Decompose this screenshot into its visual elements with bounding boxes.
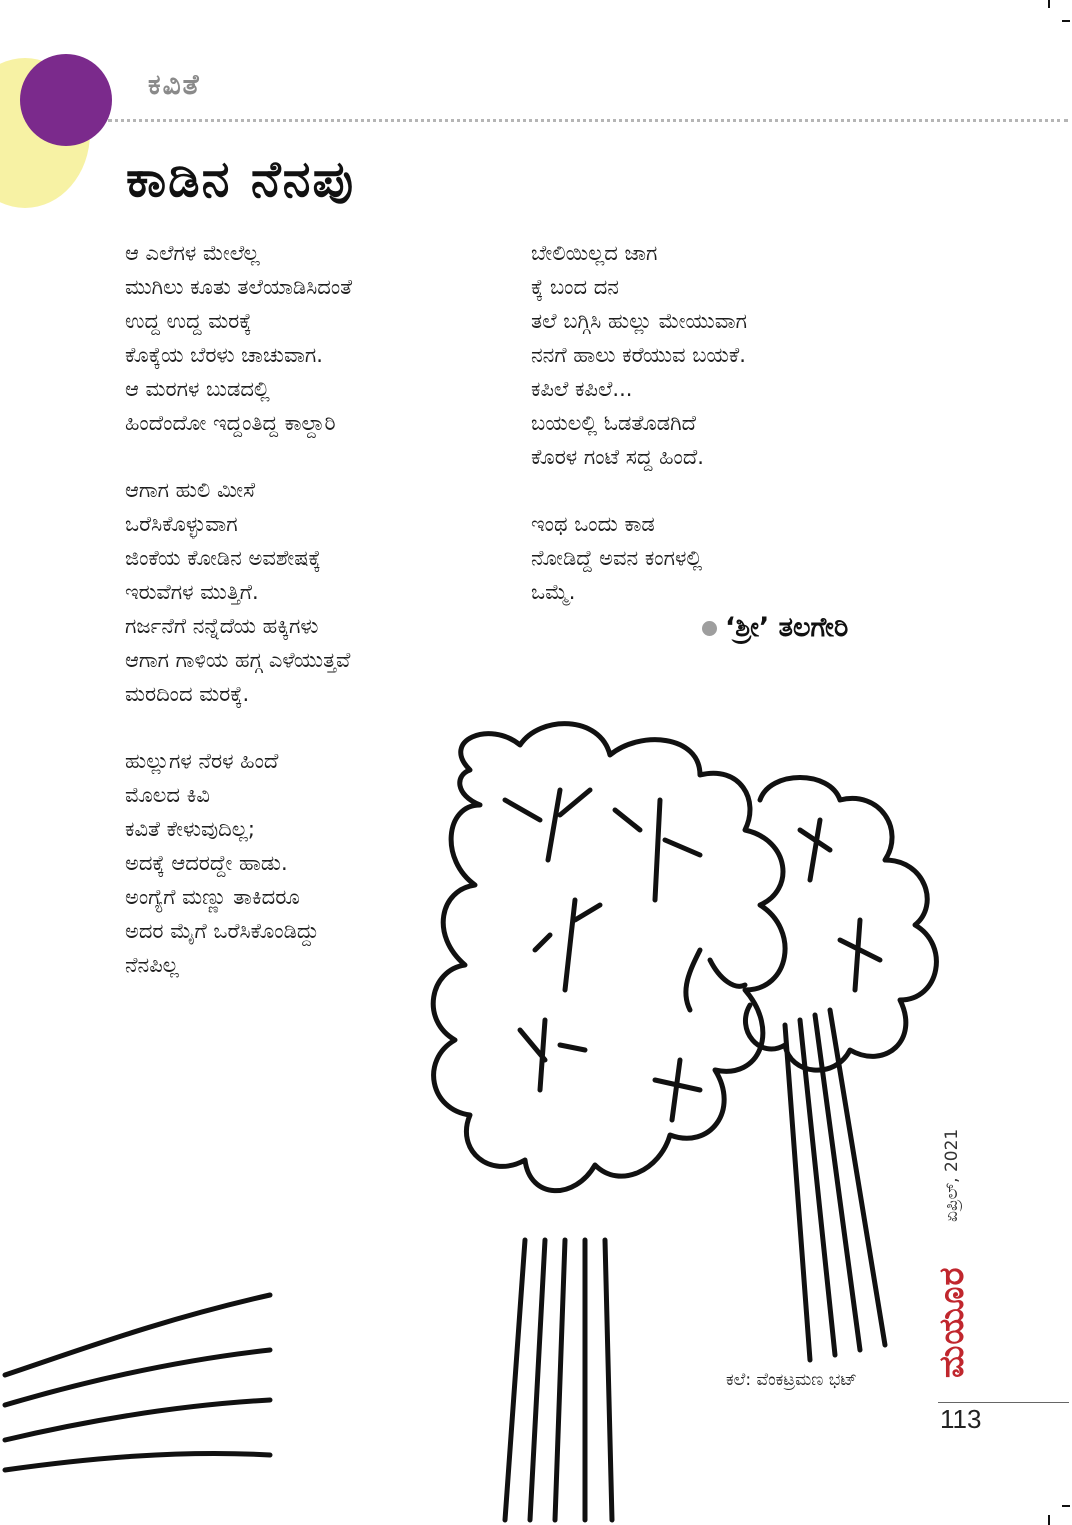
magazine-date: ಏಪ್ರಿಲ್, 2021	[942, 1128, 962, 1222]
author-byline	[702, 612, 848, 644]
illustration-credit: ಕಲೆ: ವೆಂಕಟ್ರಮಣ ಭಟ್	[726, 1370, 857, 1390]
leaf-shape	[615, 800, 700, 900]
poem-line: ಅದಕ್ಕೆ ಆದರದ್ದೇ ಹಾಡು.	[125, 851, 288, 875]
poem-line: ಹಿಂದೆಂದೋ ಇದ್ದಂತಿದ್ದ ಕಾಲ್ದಾರಿ	[125, 411, 336, 435]
leaf-shape	[655, 1060, 700, 1120]
poem-line: ಇಂಥ ಒಂದು ಕಾಡ	[531, 512, 655, 536]
poem-line: ನೆನಪಿಲ್ಲ	[125, 953, 179, 977]
poem-line: ಹುಲ್ಲುಗಳ ನೆರಳ ಹಿಂದೆ	[125, 749, 279, 773]
poem-line: ಕೊರಳ ಗಂಟೆ ಸದ್ದ ಹಿಂದೆ.	[531, 445, 704, 469]
poem-line: ಆಗಾಗ ಗಾಳಿಯ ಹಗ್ಗ ಎಳೆಯುತ್ತವೆ	[125, 648, 351, 672]
dotted-divider	[108, 119, 1068, 122]
poem-line: ಗರ್ಜನೆಗೆ ನನ್ನೆದೆಯ ಹಕ್ಕಿಗಳು	[125, 614, 319, 638]
section-label: ಕವಿತೆ	[148, 68, 201, 101]
poem-line: ಒಮ್ಮೆ.	[531, 580, 576, 604]
stanza	[531, 507, 931, 609]
leaf-shape	[520, 1020, 585, 1090]
page-number-rule	[938, 1402, 1069, 1403]
leaf-shape	[535, 900, 600, 990]
leaf-shape	[800, 820, 830, 880]
poem-line: ಕವಿತೆ ಕೇಳುವುದಿಲ್ಲ;	[125, 817, 255, 841]
tree-trunk	[505, 1240, 612, 1520]
poem-line: ಇರುವೆಗಳ ಮುತ್ತಿಗೆ.	[125, 580, 259, 604]
magazine-logo: ಮಯೂರ	[932, 1266, 972, 1378]
poem-column-right	[531, 236, 931, 642]
poem-line: ಆಗಾಗ ಹುಲಿ ಮೀಸೆ	[125, 478, 256, 502]
poem-line: ಅಂಗ್ಯೆಗೆ ಮಣ್ಣು ತಾಕಿದರೂ	[125, 885, 300, 909]
leaf-shape	[686, 950, 745, 1010]
tree-canopy	[745, 778, 936, 1071]
tree-canopy	[433, 724, 785, 1191]
crop-mark	[1062, 1505, 1070, 1507]
leaf-shape	[840, 920, 880, 990]
crop-mark	[1048, 1515, 1050, 1525]
poem-line: ಮರದಿಂದ ಮರಕ್ಕೆ.	[125, 682, 250, 706]
poem-line: ನನಗೆ ಹಾಲು ಕರೆಯುವ ಬಯಕೆ.	[531, 343, 746, 367]
poem-line: ಜಿಂಕೆಯ ಕೋಡಿನ ಅವಶೇಷಕ್ಕೆ	[125, 546, 321, 570]
stanza	[125, 236, 525, 440]
poem-line: ಬೇಲಿಯಿಲ್ಲದ ಜಾಗ	[531, 241, 658, 265]
poem-line: ಕೊಕ್ಕೆಯ ಬೆರಳು ಚಾಚುವಾಗ.	[125, 343, 323, 367]
decorative-purple-circle	[20, 54, 112, 146]
poem-line: ತಲೆ ಬಗ್ಗಿಸಿ ಹುಲ್ಲು ಮೇಯುವಾಗ	[531, 309, 747, 333]
poem-line: ಮುಗಿಲು ಕೂತು ತಲೆಯಾಡಿಸಿದಂತೆ	[125, 275, 353, 299]
poem-line: ಮೊಲದ ಕಿವಿ	[125, 783, 210, 807]
stanza	[125, 473, 525, 711]
tree-trunk	[785, 1010, 885, 1360]
crop-mark	[1048, 0, 1050, 8]
bullet-icon	[702, 621, 717, 636]
poem-line: ಕಪಿಲೆ ಕಪಿಲೆ...	[531, 377, 633, 401]
author-name: ‘ಶ್ರೀ’ ತಲಗೇರಿ	[725, 612, 849, 643]
tree-illustration	[0, 720, 1072, 1525]
poem-line: ಅದರ ಮೈಗೆ ಒರೆಸಿಕೊಂಡಿದ್ದು	[125, 919, 319, 943]
poem-line: ಬಯಲಲ್ಲಿ ಓಡತೊಡಗಿದೆ	[531, 411, 696, 435]
poem-line: ಉದ್ದ ಉದ್ದ ಮರಕ್ಕೆ	[125, 309, 252, 333]
grass-stroke	[5, 1295, 270, 1470]
poem-line: ಆ ಎಲೆಗಳ ಮೇಲೆಲ್ಲ	[125, 241, 260, 265]
crop-mark	[1062, 20, 1070, 22]
poem-line: ಕ್ಕೆ ಬಂದ ದನ	[531, 275, 619, 299]
stanza	[531, 236, 931, 474]
page-number: 113	[940, 1404, 982, 1434]
poem-title: ಕಾಡಿನ ನೆನಪು	[126, 150, 356, 208]
leaf-shape	[505, 790, 590, 860]
poem-line: ಆ ಮರಗಳ ಬುಡದಲ್ಲಿ	[125, 377, 270, 401]
poem-line: ಒರೆಸಿಕೊಳ್ಳುವಾಗ	[125, 512, 238, 536]
poem-line: ನೋಡಿದ್ದೆ ಅವನ ಕಂಗಳಲ್ಲಿ	[531, 546, 703, 570]
